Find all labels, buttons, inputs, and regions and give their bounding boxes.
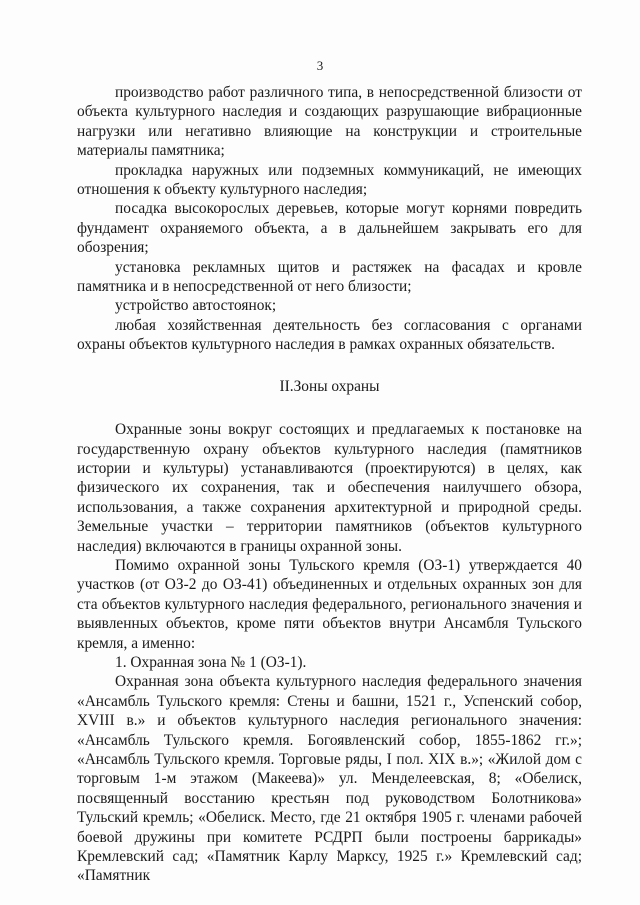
list-item: производство работ различного типа, в непосредственной близости от объекта культурного наследия и создающих разрушающие вибрационные нагрузки или негативно влияющие на конструкции и строительные материалы памятника;	[77, 84, 582, 160]
paragraph: Охранные зоны вокруг состоящих и предлагаемых к постановке на государственную охрану объектов культурного наследия (памятников истории и культуры) устанавливаются (проектируются) в целях, как физического их сохранения, так и обеспечения наилучшего обзора, использования, а также сохранения архитектурной и природной среды. Земельные участки – территории памятников (объектов культурного наследия) включаются в границы охранной зоны.	[77, 421, 582, 555]
page-number: 3	[316, 58, 324, 73]
item-text: Охранная зона объекта культурного наследия федерального значения «Ансамбль Тульского кремля: Стены и башни, 1521 г., Успенский собор, XVIII в.» и объектов культурного наследия регионального значения: «Ансамбль Тульского кремля. Богоявленский собор, 1855-1862 гг.»; «Ансамбль Тульского кремля. Торговые ряды, I пол. XIX в.»; «Жилой дом с торговым 1-м этажом (Макеева)» ул. Менделеевская, 8; «Обелиск, посвященный восстанию крестьян под руководством Болотникова» Тульский кремль; «Обелиск. Место, где 21 октября 1905 г. членами рабочей боевой дружины при комитете РСДРП были построены баррикады» Кремлевский сад; «Памятник Карлу Марксу, 1925 г.» Кремлевский сад; «Памятник	[77, 673, 582, 885]
section-heading: II.Зоны охраны	[279, 377, 380, 395]
list-item: посадка высокорослых деревьев, которые могут корнями повредить фундамент охраняемого объекта, а в дальнейшем закрывать его для обозрения;	[77, 200, 582, 257]
list-item: устройство автостоянок;	[115, 297, 277, 315]
document-body	[77, 83, 582, 886]
paragraph: Помимо охранной зоны Тульского кремля (ОЗ-1) утверждается 40 участков (от ОЗ-2 до ОЗ-41) объединенных и отдельных охранных зон для ста объектов культурного наследия федерального, регионального значения и выявленных объектов, кроме пяти объектов внутри Ансамбля Тульского кремля, а именно:	[77, 556, 582, 652]
list-item: прокладка наружных или подземных коммуникаций, не имеющих отношения к объекту культурного наследия;	[77, 161, 582, 199]
list-item: установка рекламных щитов и растяжек на фасадах и кровле памятника и в непосредственной от него близости;	[77, 258, 582, 296]
item-title: 1. Охранная зона № 1 (ОЗ-1).	[115, 653, 307, 671]
list-item: любая хозяйственная деятельность без согласования с органами охраны объектов культурного наследия в рамках охранных обязательств.	[77, 316, 582, 354]
